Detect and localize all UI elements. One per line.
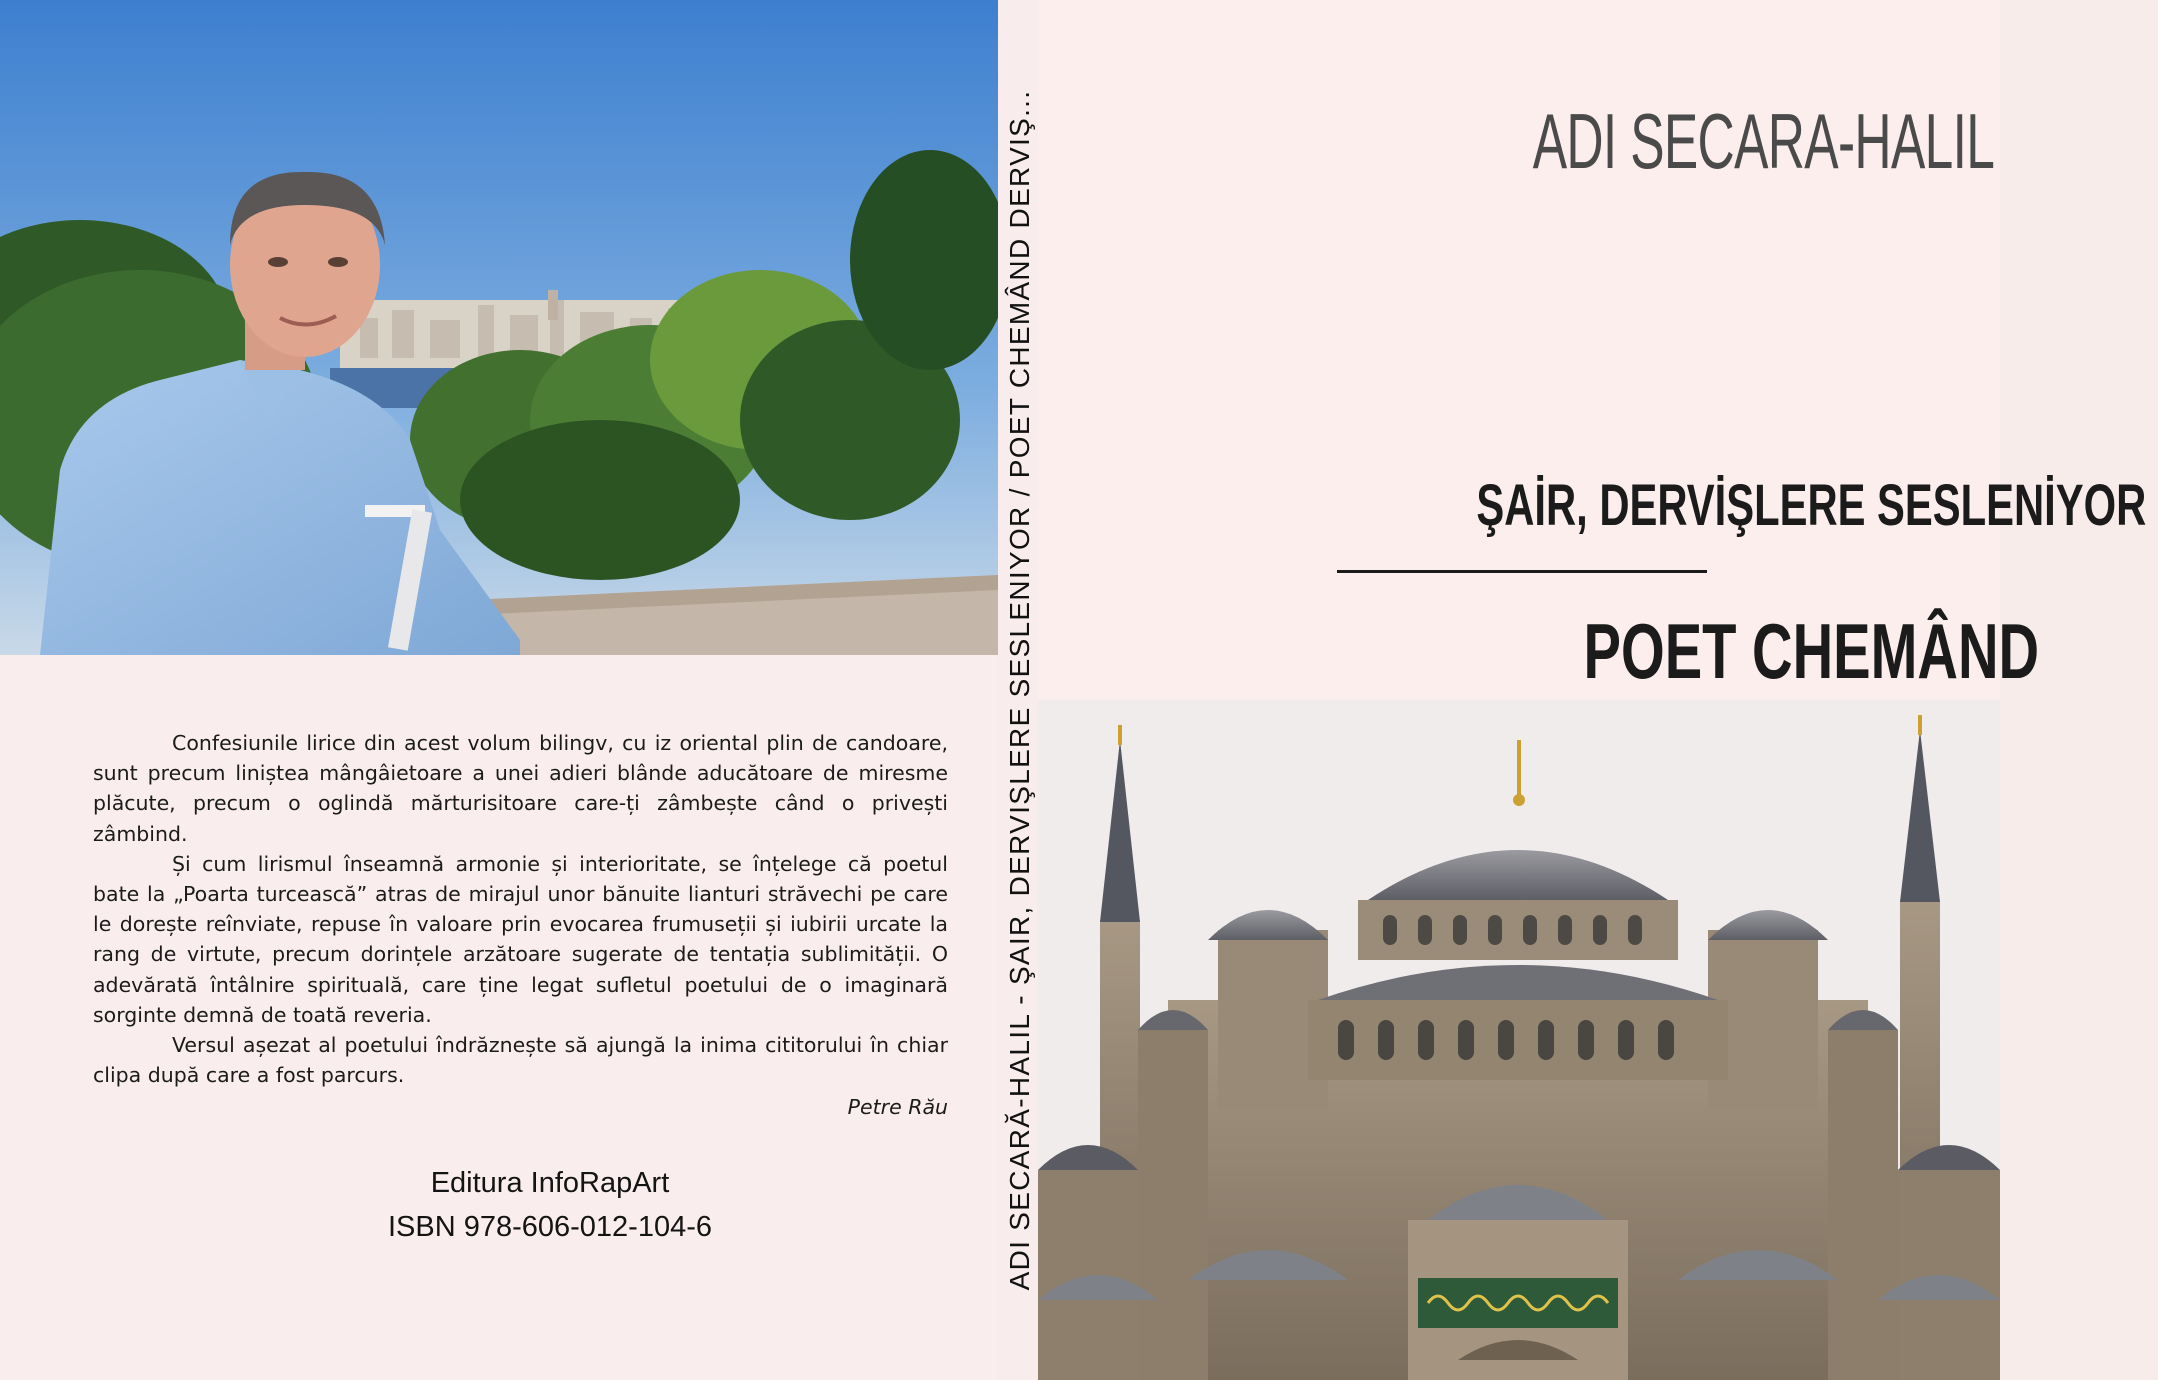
back-cover-blurb [93, 728, 948, 1123]
blurb-paragraph: Versul așezat al poetului îndrăznește să ajungă la inima cititorului în chiar clipa după care a fost parcurs. [93, 1033, 948, 1088]
spine-text: ADI SECARĂ-HALIL - ŞAIR, DERVIŞLERE SESLENIYOR / POET CHEMÂND DERVIŞ... [1004, 89, 1035, 1291]
title-romanian: POET CHEMÂND [1583, 607, 2040, 695]
isbn: ISBN 978-606-012-104-6 [387, 1211, 713, 1243]
publisher-name: Editura InfoRapArt [430, 1167, 670, 1199]
blurb-paragraph: Confesiunile lirice din acest volum bilingv, cu iz oriental plin de candoare, sunt precum liniștea mângâietoare a unei adieri blânde aducătoare de miresme plăcute, precum o oglindă mărturisitoare care-ți zâmbește când o privești zâmbind. [93, 731, 948, 846]
author-photo [0, 0, 998, 655]
back-cover [0, 0, 1000, 1380]
blurb-paragraph: Și cum lirismul înseamnă armonie și interioritate, se înțelege că poetul bate la „Poarta turcească” atras de mirajul unor bănuite lianturi străvechi pe care le dorește reînviate, repuse în valoare prin evocarea frumuseții și iubirii urcate la rang de virtute, precum dorințele arzătoare sugerate de tentația sublimității. O adevărată întâlnire spirituală, care ține legat sufletul poetului de o imaginară sorginte demnă de toată reveria. [93, 851, 948, 1027]
blurb-signature: Petre Rău [847, 1095, 948, 1120]
title-divider [1337, 570, 1707, 573]
mosque-image [1038, 700, 2000, 1380]
publisher-block [340, 1161, 760, 1249]
title-turkish: ŞAİR, DERVİŞLERE SESLENİYOR [1476, 473, 2147, 538]
front-author-name: ADI SECARA-HALIL [1532, 97, 1995, 185]
